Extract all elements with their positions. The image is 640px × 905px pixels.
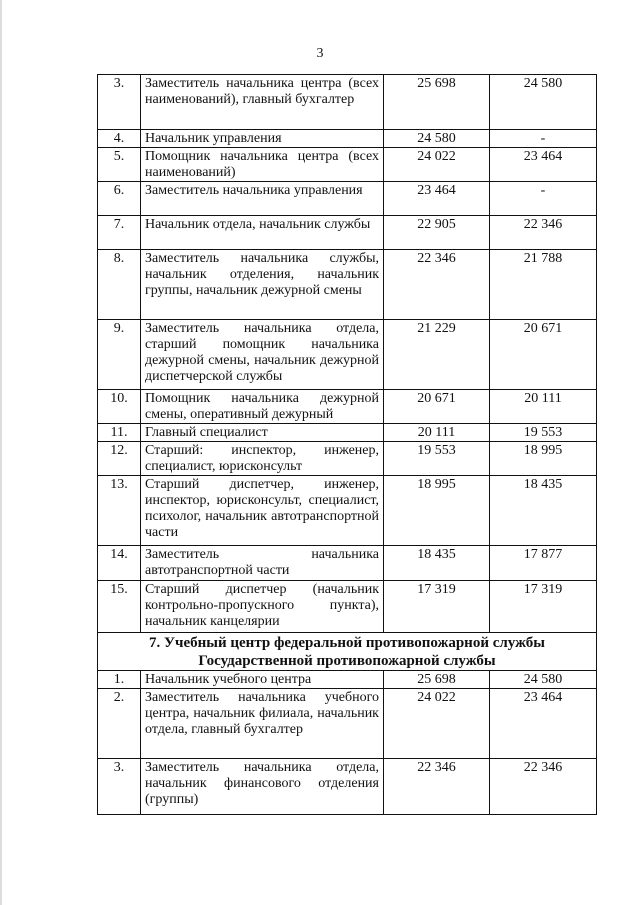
position-name: Старший: инспектор, инженер, специалист, юрисконсульт: [141, 442, 384, 476]
position-name: Заместитель начальника отдела, начальник финансового отделения (группы): [141, 759, 384, 815]
table-row: [98, 390, 597, 424]
row-number: 4.: [98, 130, 141, 148]
position-name: Помощник начальника дежурной смены, оперативный дежурный: [141, 390, 384, 424]
salary-value-1: 23 464: [384, 182, 490, 216]
table-row: [98, 581, 597, 633]
salary-value-1: 25 698: [384, 671, 490, 689]
row-number: 1.: [98, 671, 141, 689]
row-number: 9.: [98, 320, 141, 390]
position-name: Заместитель начальника учебного центра, начальник филиала, начальник отдела, главный бухгалтер: [141, 689, 384, 759]
salary-value-2: -: [490, 130, 597, 148]
table-row: [98, 148, 597, 182]
row-number: 8.: [98, 250, 141, 320]
scan-edge: [0, 0, 2, 905]
table-row: [98, 75, 597, 130]
salary-value-1: 17 319: [384, 581, 490, 633]
position-name: Главный специалист: [141, 424, 384, 442]
row-number: 13.: [98, 476, 141, 546]
salary-value-1: 22 346: [384, 250, 490, 320]
salary-value-2: 22 346: [490, 759, 597, 815]
position-name: Старший диспетчер, инженер, инспектор, юрисконсульт, специалист, психолог, начальник автотранспортной части: [141, 476, 384, 546]
position-name: Заместитель начальника службы, начальник отделения, начальник группы, начальник дежурной смены: [141, 250, 384, 320]
salary-value-1: 22 905: [384, 216, 490, 250]
salary-value-2: 23 464: [490, 689, 597, 759]
salary-value-1: 24 580: [384, 130, 490, 148]
table-row: [98, 476, 597, 546]
salary-value-1: 24 022: [384, 148, 490, 182]
salary-value-2: 24 580: [490, 671, 597, 689]
salary-value-2: -: [490, 182, 597, 216]
salary-value-1: 25 698: [384, 75, 490, 130]
position-name: Старший диспетчер (начальник контрольно-пропускного пункта), начальник канцелярии: [141, 581, 384, 633]
table-row: [98, 759, 597, 815]
salary-value-2: 23 464: [490, 148, 597, 182]
section-title: [98, 633, 597, 671]
section-title-line-1: 7. Учебный центр федеральной противопожарной службы: [149, 635, 545, 651]
salary-value-2: 17 319: [490, 581, 597, 633]
salary-table: [97, 74, 597, 815]
salary-value-1: 24 022: [384, 689, 490, 759]
salary-value-1: 18 435: [384, 546, 490, 581]
page-number: 3: [316, 46, 324, 61]
table-row: [98, 182, 597, 216]
table-row: [98, 216, 597, 250]
salary-value-1: 21 229: [384, 320, 490, 390]
table-row: [98, 689, 597, 759]
row-number: 10.: [98, 390, 141, 424]
position-name: Заместитель начальника отдела, старший помощник начальника дежурной смены, начальник дежурной диспетчерской службы: [141, 320, 384, 390]
salary-value-2: 24 580: [490, 75, 597, 130]
row-number: 7.: [98, 216, 141, 250]
table-row: [98, 424, 597, 442]
row-number: 15.: [98, 581, 141, 633]
row-number: 3.: [98, 759, 141, 815]
salary-value-2: 22 346: [490, 216, 597, 250]
table-row: [98, 546, 597, 581]
row-number: 12.: [98, 442, 141, 476]
position-name: Начальник отдела, начальник службы: [141, 216, 384, 250]
table-row: [98, 250, 597, 320]
salary-value-1: 22 346: [384, 759, 490, 815]
table-row: [98, 442, 597, 476]
row-number: 2.: [98, 689, 141, 759]
position-name: Начальник учебного центра: [141, 671, 384, 689]
position-name: Помощник начальника центра (всех наименований): [141, 148, 384, 182]
row-number: 6.: [98, 182, 141, 216]
section-title-line-2: Государственной противопожарной службы: [198, 653, 496, 669]
position-name: Заместитель начальника управления: [141, 182, 384, 216]
salary-value-1: 18 995: [384, 476, 490, 546]
salary-value-2: 18 995: [490, 442, 597, 476]
table-row: [98, 130, 597, 148]
salary-value-2: 21 788: [490, 250, 597, 320]
position-name: Заместитель начальника центра (всех наименований), главный бухгалтер: [141, 75, 384, 130]
salary-value-2: 19 553: [490, 424, 597, 442]
salary-value-1: 20 671: [384, 390, 490, 424]
row-number: 14.: [98, 546, 141, 581]
row-number: 3.: [98, 75, 141, 130]
row-number: 11.: [98, 424, 141, 442]
salary-value-2: 18 435: [490, 476, 597, 546]
salary-value-2: 20 111: [490, 390, 597, 424]
salary-value-2: 17 877: [490, 546, 597, 581]
salary-value-1: 20 111: [384, 424, 490, 442]
table-row: [98, 320, 597, 390]
salary-value-2: 20 671: [490, 320, 597, 390]
row-number: 5.: [98, 148, 141, 182]
position-name: Заместитель начальника автотранспортной части: [141, 546, 384, 581]
section-header-row: [98, 633, 597, 671]
position-name: Начальник управления: [141, 130, 384, 148]
table-row: [98, 671, 597, 689]
salary-value-1: 19 553: [384, 442, 490, 476]
